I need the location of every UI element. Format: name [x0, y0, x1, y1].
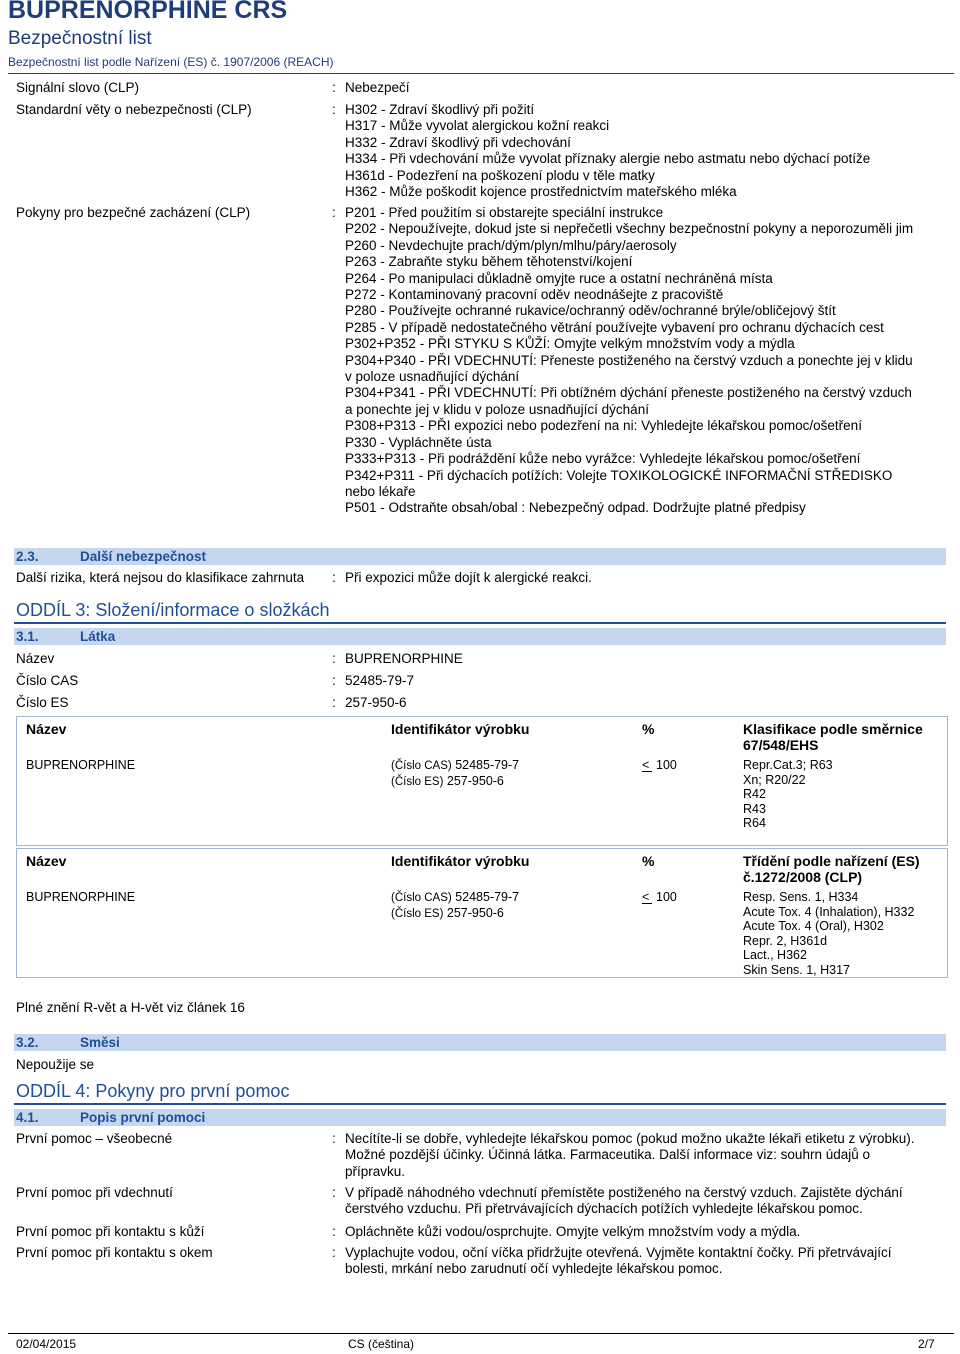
precaution-line: P264 - Po manipulaci důkladně omyjte ruce a ostatní nechráněná místa: [345, 270, 773, 286]
section-number: 3.2.: [16, 1035, 39, 1050]
column-header-percent: %: [642, 721, 655, 737]
first-aid-general-label: První pomoc – všeobecné: [16, 1131, 173, 1146]
cas-number-value: 52485-79-7: [345, 673, 415, 688]
precaution-line: nebo lékaře: [345, 483, 416, 499]
row-classification: Repr.Cat.3; R63 Xn; R20/22 R42 R43 R64: [743, 758, 833, 830]
column-header-identifier: Identifikátor výrobku: [391, 853, 530, 869]
colon: :: [332, 1245, 336, 1260]
section-title: Látka: [80, 629, 116, 644]
row-name: BUPRENORPHINE: [26, 758, 136, 772]
substance-name-label: Název: [16, 651, 55, 666]
hazard-line: H362 - Může poškodit kojence prostřednictvím mateřského mléka: [345, 184, 737, 200]
precautionary-statements-label: Pokyny pro bezpečné zacházení (CLP): [16, 205, 251, 220]
precaution-line: P202 - Nepoužívejte, dokud jste si nepřečetli všechny bezpečnostní pokyny a neporozuměli jim: [345, 221, 914, 237]
colon: :: [332, 80, 336, 95]
section-number: 4.1.: [16, 1110, 39, 1125]
section-title: Další nebezpečnost: [80, 549, 207, 564]
precaution-line: a ponechte jej v klidu v poloze usnadňující dýchání: [345, 401, 649, 417]
section-4-heading: [14, 1083, 946, 1105]
section-title: Popis první pomoci: [80, 1110, 206, 1125]
first-aid-inhalation-text: V případě náhodného vdechnutí přemístěte postiženého na čerstvý vzduch. Zajistěte dýchání čerstvého vzduchu. Při přetrvávajících dýchacích potížích vyhledejte lékařskou pomoc.: [345, 1185, 903, 1217]
other-hazards-label: Další rizika, která nejsou do klasifikace zahrnuta: [16, 570, 305, 585]
row-identifier: (Číslo CAS) 52485-79-7 (Číslo ES) 257-950-6: [391, 758, 520, 788]
precaution-line: v poloze usnadňující dýchání: [345, 369, 520, 385]
row-name: BUPRENORPHINE: [26, 890, 136, 904]
substance-name-value: BUPRENORPHINE: [345, 651, 463, 666]
colon: :: [332, 1185, 336, 1200]
column-header-identifier: Identifikátor výrobku: [391, 721, 530, 737]
colon: :: [332, 102, 336, 117]
first-aid-general-text: Necítíte-li se dobře, vyhledejte lékařskou pomoc (pokud možno ukažte lékaři etiketu z výrobku). Možné pozdější účinky. Účinná látka. Farmaceutika. Další informace viz: souhrn údajů o přípravku.: [345, 1131, 915, 1179]
hazard-line: H361d - Podezření na poškození plodu v těle matky: [345, 167, 655, 183]
section-3-title: ODDÍL 3: Složení/informace o složkách: [16, 600, 330, 620]
precaution-line: P302+P352 - PŘI STYKU S KŮŽÍ: Omyjte velkým množstvím vody a mýdla: [345, 336, 795, 352]
column-header-classification: Klasifikace podle směrnice 67/548/EHS: [743, 721, 923, 753]
row-percent: < 100: [642, 758, 677, 772]
precaution-line: P304+P341 - PŘI VDECHNUTÍ: Při obtížném dýchání přeneste postiženého na čerstvý vzduch: [345, 385, 912, 401]
section-title: Směsi: [80, 1035, 120, 1050]
es-number-value: 257-950-6: [345, 695, 407, 710]
r-h-phrases-note: Plné znění R-vět a H-vět viz článek 16: [16, 1000, 245, 1015]
first-aid-skin-label: První pomoc při kontaktu s kůží: [16, 1224, 205, 1239]
precaution-line: P272 - Kontaminovaný pracovní oděv neodnášejte z pracoviště: [345, 287, 724, 303]
cas-number-label: Číslo CAS: [16, 673, 79, 688]
hazard-statements-list: [345, 102, 945, 200]
first-aid-eye-label: První pomoc při kontaktu s okem: [16, 1245, 213, 1260]
section-number: 3.1.: [16, 629, 39, 644]
row-identifier: (Číslo CAS) 52485-79-7 (Číslo ES) 257-950-6: [391, 890, 520, 920]
first-aid-inhalation-label: První pomoc při vdechnutí: [16, 1185, 173, 1200]
hazard-line: H302 - Zdraví škodlivý při požití: [345, 102, 535, 117]
section-3-1-bar: [14, 628, 946, 645]
classification-table-67-548: [16, 716, 948, 846]
section-4-title: ODDÍL 4: Pokyny pro první pomoc: [16, 1081, 290, 1101]
document-subtitle: Bezpečnostní list: [8, 28, 152, 49]
first-aid-eye-text: Vyplachujte vodou, oční víčka přidržujte otevřená. Vyjměte kontaktní čočky. Při přetrvávající bolesti, mrkání nebo zarudnutí očí vyhledejte lékařskou pomoc.: [345, 1245, 892, 1277]
precaution-line: P330 - Vypláchněte ústa: [345, 434, 492, 450]
footer-divider: [8, 1333, 954, 1334]
hazard-line: H334 - Při vdechování může vyvolat příznaky alergie nebo astmatu nebo dýchací potíže: [345, 151, 871, 167]
section-2-3-bar: [14, 548, 946, 565]
colon: :: [332, 1131, 336, 1146]
precaution-line: P285 - V případě nedostatečného větrání používejte vybavení pro ochranu dýchacích cest: [345, 319, 884, 335]
section-4-1-bar: [14, 1109, 946, 1126]
precaution-line: P304+P340 - PŘI VDECHNUTÍ: Přeneste postiženého na čerstvý vzduch a ponechte jej v klidu: [345, 352, 913, 368]
signal-word-value: Nebezpečí: [345, 80, 410, 95]
precaution-line: P342+P311 - Při dýchacích potížích: Volejte TOXIKOLOGICKÉ INFORMAČNÍ STŘEDISKO: [345, 467, 893, 483]
colon: :: [332, 205, 336, 220]
footer-page-number: 2/7: [918, 1337, 935, 1351]
colon: :: [332, 695, 336, 710]
row-classification: Resp. Sens. 1, H334 Acute Tox. 4 (Inhalation), H332 Acute Tox. 4 (Oral), H302 Repr. 2, H361d Lact., H362 Skin Sens. 1, H317: [743, 890, 915, 977]
column-header-name: Název: [26, 721, 67, 737]
mixtures-text: Nepoužije se: [16, 1057, 95, 1072]
row-percent: < 100: [642, 890, 677, 904]
section-3-2-bar: [14, 1034, 946, 1051]
footer-date: 02/04/2015: [16, 1337, 77, 1351]
colon: :: [332, 673, 336, 688]
precaution-line: P201 - Před použitím si obstarejte speciální instrukce: [345, 205, 664, 220]
footer-language: CS (čeština): [348, 1337, 415, 1351]
precautionary-statements-list: [345, 205, 945, 517]
column-header-classification: Třídění podle nařízení (ES) č.1272/2008 (CLP): [743, 853, 920, 885]
precaution-line: P333+P313 - Při podráždění kůže nebo vyrážce: Vyhledejte lékařskou pomoc/ošetření: [345, 451, 861, 467]
classification-table-clp: [16, 848, 948, 978]
header-divider: [8, 73, 954, 74]
colon: :: [332, 570, 336, 585]
precaution-line: P501 - Odstraňte obsah/obal : Nebezpečný odpad. Dodržujte platné předpisy: [345, 500, 806, 516]
precaution-line: P260 - Nevdechujte prach/dým/plyn/mlhu/páry/aerosoly: [345, 237, 677, 253]
precaution-line: P263 - Zabraňte styku během těhotenství/kojení: [345, 254, 633, 270]
colon: :: [332, 651, 336, 666]
colon: :: [332, 1224, 336, 1239]
section-3-heading: [14, 602, 946, 624]
column-header-name: Název: [26, 853, 67, 869]
section-number: 2.3.: [16, 549, 39, 564]
precaution-line: P280 - Používejte ochranné rukavice/ochranný oděv/ochranné brýle/obličejový štít: [345, 303, 836, 319]
column-header-percent: %: [642, 853, 655, 869]
es-number-label: Číslo ES: [16, 695, 69, 710]
document-title: BUPRENORPHINE CRS: [8, 0, 288, 24]
other-hazards-value: Při expozici může dojít k alergické reakci.: [345, 570, 592, 585]
signal-word-label: Signální slovo (CLP): [16, 80, 140, 95]
hazard-line: H332 - Zdraví škodlivý při vdechování: [345, 134, 571, 150]
regulation-note: Bezpečnostní list podle Nařízení (ES) č. 1907/2006 (REACH): [8, 55, 334, 69]
hazard-line: H317 - Může vyvolat alergickou kožní reakci: [345, 118, 610, 134]
precaution-line: P308+P313 - PŘI expozici nebo podezření na ni: Vyhledejte lékařskou pomoc/ošetření: [345, 418, 862, 434]
hazard-statements-label: Standardní věty o nebezpečnosti (CLP): [16, 102, 252, 117]
first-aid-skin-text: Opláchněte kůži vodou/osprchujte. Omyjte velkým množstvím vody a mýdla.: [345, 1224, 801, 1239]
